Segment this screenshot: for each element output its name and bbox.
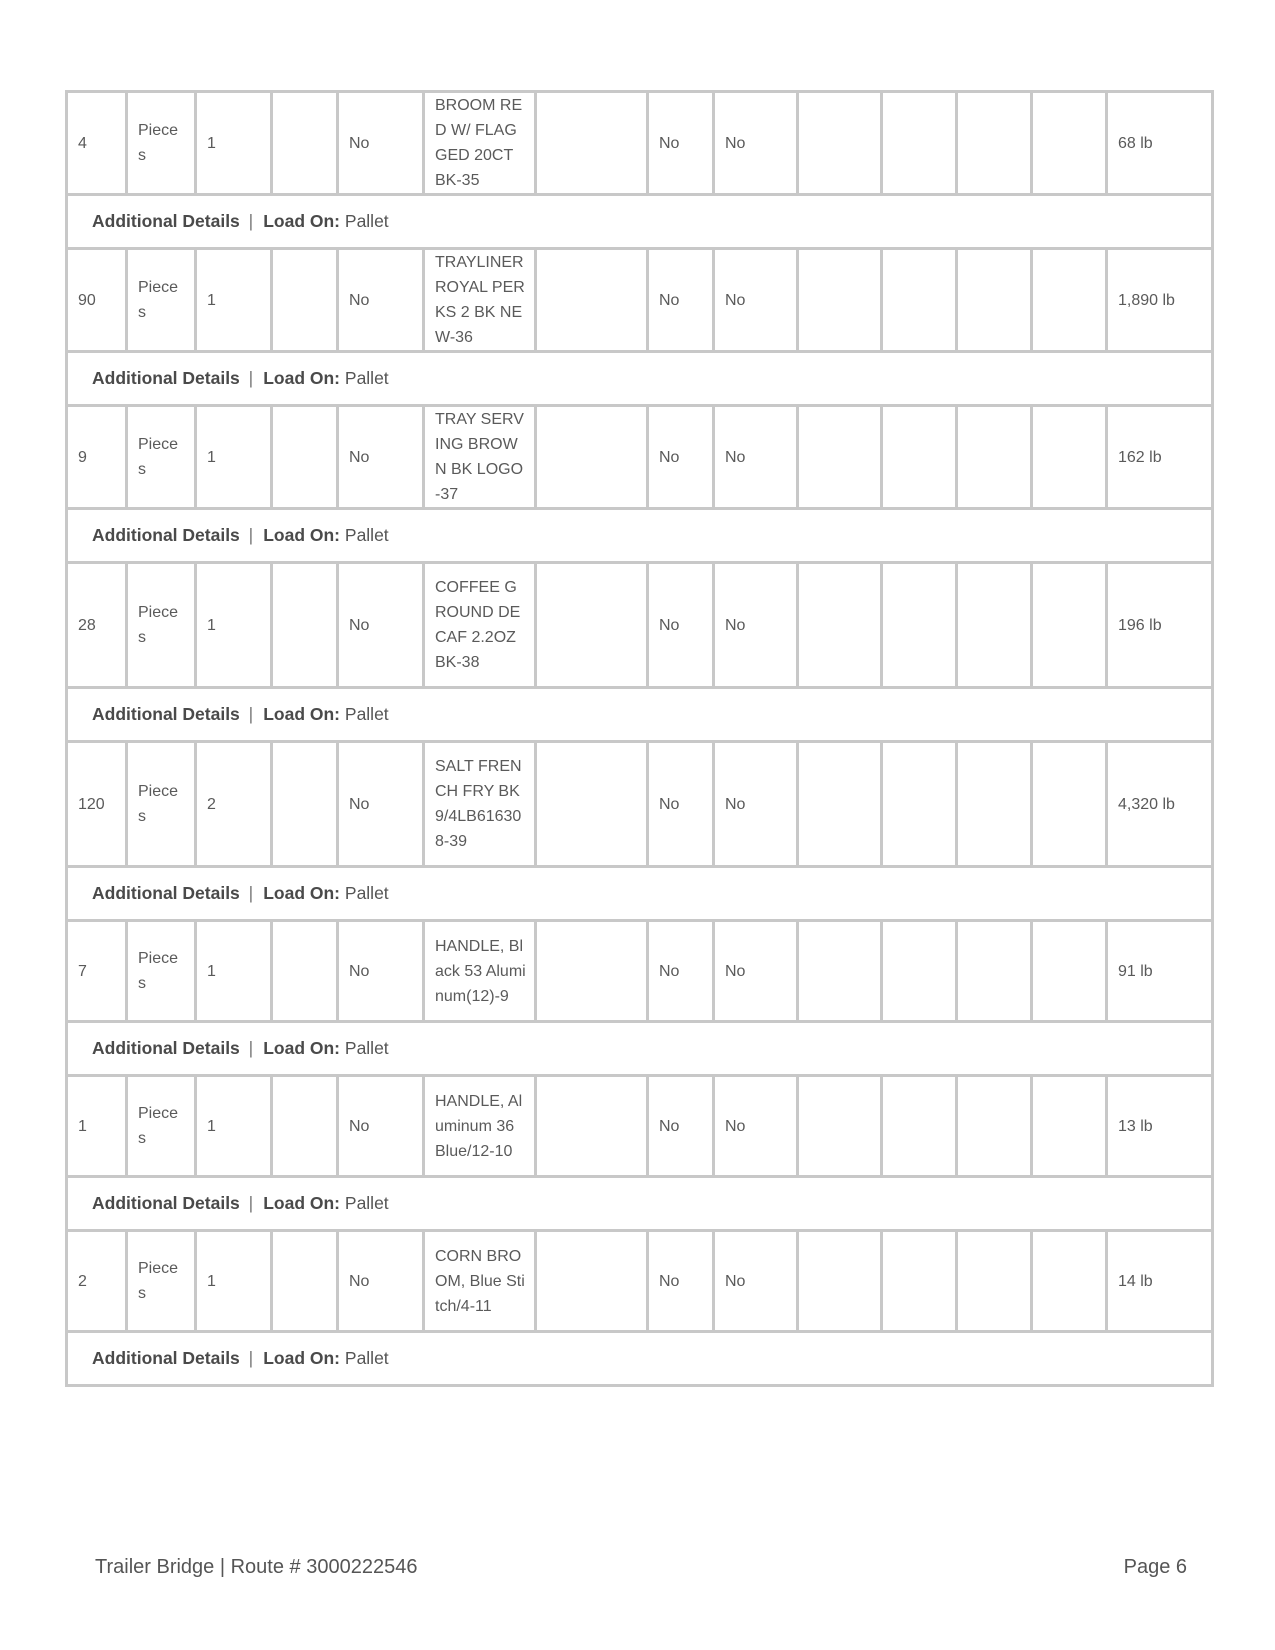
empty-cell [957,563,1032,688]
quantity-cell: 7 [67,921,127,1022]
load-on-label: Load On: [263,211,341,231]
empty-cell [957,742,1032,867]
flag-cell: No [714,406,798,509]
hazmat-cell: No [338,563,424,688]
flag-cell: No [648,1076,714,1177]
unit-cell: Pieces [127,921,196,1022]
load-on-value: Pallet [344,525,389,545]
additional-details-row [67,867,1213,921]
additional-details-cell [67,352,1213,406]
handling-units-cell: 1 [196,249,272,352]
additional-details-label: Additional Details [92,368,240,388]
load-on-value: Pallet [344,1348,389,1368]
empty-cell [536,921,648,1022]
empty-cell [536,92,648,195]
handling-units-cell: 1 [196,406,272,509]
footer-route-label: Trailer Bridge | Route # 3000222546 [95,1556,418,1578]
separator: | [243,1038,254,1058]
item-row [67,921,1213,1022]
additional-details-row [67,1022,1213,1076]
item-row [67,406,1213,509]
load-on-label: Load On: [263,525,341,545]
item-row [67,742,1213,867]
empty-cell [798,249,882,352]
flag-cell: No [714,742,798,867]
hazmat-cell: No [338,406,424,509]
flag-cell: No [648,563,714,688]
additional-details-cell [67,867,1213,921]
additional-details-label: Additional Details [92,525,240,545]
empty-cell [957,921,1032,1022]
empty-cell [798,921,882,1022]
empty-cell [272,1231,338,1332]
empty-cell [882,249,957,352]
flag-cell: No [648,406,714,509]
empty-cell [957,1076,1032,1177]
empty-cell [1032,742,1107,867]
weight-cell: 68 lb [1107,92,1213,195]
additional-details-cell [67,1177,1213,1231]
additional-details-cell [67,1332,1213,1386]
item-row [67,249,1213,352]
additional-details-label: Additional Details [92,1348,240,1368]
unit-cell: Pieces [127,742,196,867]
unit-cell: Pieces [127,1231,196,1332]
additional-details-cell [67,195,1213,249]
empty-cell [536,563,648,688]
description-cell: TRAY SERVING BROWN BK LOGO-37 [424,406,536,509]
empty-cell [272,92,338,195]
empty-cell [272,406,338,509]
hazmat-cell: No [338,1076,424,1177]
unit-cell: Pieces [127,563,196,688]
empty-cell [1032,1231,1107,1332]
load-on-label: Load On: [263,368,341,388]
description-cell: HANDLE, Black 53 Aluminum(12)-9 [424,921,536,1022]
empty-cell [1032,563,1107,688]
load-on-label: Load On: [263,1348,341,1368]
empty-cell [536,1076,648,1177]
handling-units-cell: 2 [196,742,272,867]
weight-cell: 162 lb [1107,406,1213,509]
empty-cell [798,1231,882,1332]
quantity-cell: 2 [67,1231,127,1332]
additional-details-cell [67,688,1213,742]
description-cell: TRAYLINER ROYAL PERKS 2 BK NEW-36 [424,249,536,352]
flag-cell: No [648,1231,714,1332]
empty-cell [798,742,882,867]
empty-cell [882,406,957,509]
empty-cell [272,742,338,867]
flag-cell: No [714,1076,798,1177]
separator: | [243,1193,254,1213]
unit-cell: Pieces [127,406,196,509]
load-on-label: Load On: [263,883,341,903]
handling-units-cell: 1 [196,563,272,688]
load-on-value: Pallet [344,1193,389,1213]
footer-page-number: Page 6 [1123,1556,1187,1578]
empty-cell [957,1231,1032,1332]
empty-cell [272,921,338,1022]
flag-cell: No [714,563,798,688]
additional-details-label: Additional Details [92,211,240,231]
separator: | [243,1348,254,1368]
additional-details-label: Additional Details [92,704,240,724]
separator: | [243,368,254,388]
description-cell: SALT FRENCH FRY BK 9/4LB616308-39 [424,742,536,867]
additional-details-row [67,688,1213,742]
flag-cell: No [714,92,798,195]
load-on-label: Load On: [263,704,341,724]
empty-cell [882,921,957,1022]
empty-cell [798,406,882,509]
item-row [67,1076,1213,1177]
load-on-value: Pallet [344,368,389,388]
empty-cell [1032,249,1107,352]
additional-details-row [67,195,1213,249]
flag-cell: No [714,249,798,352]
handling-units-cell: 1 [196,921,272,1022]
empty-cell [536,249,648,352]
shipment-items-table [65,90,1214,1387]
additional-details-cell [67,509,1213,563]
empty-cell [957,406,1032,509]
additional-details-label: Additional Details [92,1193,240,1213]
empty-cell [882,1076,957,1177]
empty-cell [882,92,957,195]
empty-cell [798,92,882,195]
empty-cell [882,742,957,867]
empty-cell [272,563,338,688]
separator: | [243,211,254,231]
load-on-value: Pallet [344,211,389,231]
flag-cell: No [714,1231,798,1332]
flag-cell: No [648,92,714,195]
empty-cell [536,742,648,867]
quantity-cell: 120 [67,742,127,867]
unit-cell: Pieces [127,92,196,195]
quantity-cell: 4 [67,92,127,195]
empty-cell [272,249,338,352]
item-row [67,563,1213,688]
empty-cell [798,1076,882,1177]
empty-cell [957,249,1032,352]
item-row [67,1231,1213,1332]
flag-cell: No [648,921,714,1022]
description-cell: COFFEE GROUND DECAF 2.2OZ BK-38 [424,563,536,688]
handling-units-cell: 1 [196,1076,272,1177]
load-on-label: Load On: [263,1193,341,1213]
separator: | [243,525,254,545]
weight-cell: 13 lb [1107,1076,1213,1177]
flag-cell: No [648,742,714,867]
additional-details-row [67,509,1213,563]
description-cell: CORN BROOM, Blue Stitch/4-11 [424,1231,536,1332]
quantity-cell: 90 [67,249,127,352]
weight-cell: 1,890 lb [1107,249,1213,352]
empty-cell [536,406,648,509]
description-cell: HANDLE, Aluminum 36 Blue/12-10 [424,1076,536,1177]
empty-cell [798,563,882,688]
empty-cell [1032,92,1107,195]
weight-cell: 4,320 lb [1107,742,1213,867]
hazmat-cell: No [338,1231,424,1332]
load-on-value: Pallet [344,704,389,724]
additional-details-row [67,352,1213,406]
hazmat-cell: No [338,92,424,195]
handling-units-cell: 1 [196,1231,272,1332]
load-on-value: Pallet [344,883,389,903]
quantity-cell: 9 [67,406,127,509]
additional-details-row [67,1332,1213,1386]
load-on-value: Pallet [344,1038,389,1058]
empty-cell [882,1231,957,1332]
separator: | [243,704,254,724]
hazmat-cell: No [338,921,424,1022]
quantity-cell: 28 [67,563,127,688]
table-body [67,92,1213,1386]
weight-cell: 196 lb [1107,563,1213,688]
description-cell: BROOM RED W/ FLAGGED 20CT BK-35 [424,92,536,195]
additional-details-cell [67,1022,1213,1076]
empty-cell [1032,921,1107,1022]
empty-cell [957,92,1032,195]
additional-details-label: Additional Details [92,1038,240,1058]
empty-cell [272,1076,338,1177]
item-row [67,92,1213,195]
flag-cell: No [714,921,798,1022]
handling-units-cell: 1 [196,92,272,195]
unit-cell: Pieces [127,1076,196,1177]
additional-details-row [67,1177,1213,1231]
weight-cell: 91 lb [1107,921,1213,1022]
additional-details-label: Additional Details [92,883,240,903]
load-on-label: Load On: [263,1038,341,1058]
empty-cell [1032,406,1107,509]
flag-cell: No [648,249,714,352]
separator: | [243,883,254,903]
empty-cell [1032,1076,1107,1177]
hazmat-cell: No [338,742,424,867]
empty-cell [882,563,957,688]
empty-cell [536,1231,648,1332]
unit-cell: Pieces [127,249,196,352]
quantity-cell: 1 [67,1076,127,1177]
hazmat-cell: No [338,249,424,352]
weight-cell: 14 lb [1107,1231,1213,1332]
